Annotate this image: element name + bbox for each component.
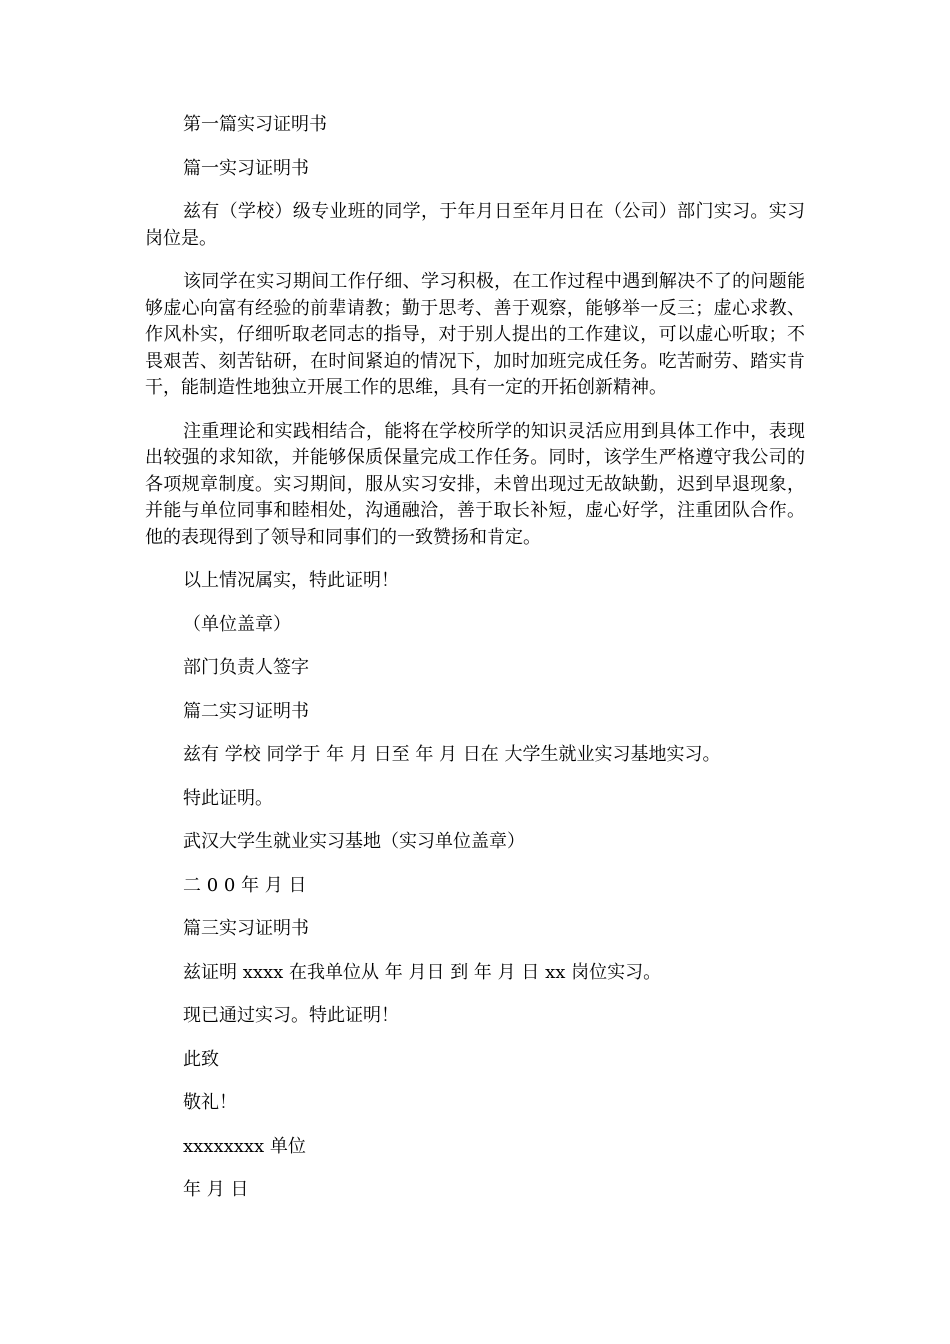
closing-line: 此致: [183, 1048, 219, 1070]
section-1-title: 篇一实习证明书: [183, 157, 309, 179]
seal-line: （单位盖章）: [183, 613, 291, 635]
signature-line: 部门负责人签字: [183, 657, 309, 678]
issuer-line: xxxxxxxx 单位: [183, 1135, 306, 1157]
section-3-title: 篇三实习证明书: [183, 918, 309, 939]
certification-line: 以上情况属实，特此证明！: [183, 570, 399, 591]
body-paragraph: 兹有 学校 同学于 年 月 日至 年 月 日在 大学生就业实习基地实习。: [183, 744, 721, 765]
section-2-title: 篇二实习证明书: [183, 700, 309, 722]
document-heading: 第一篇实习证明书: [183, 114, 327, 135]
date-line: 二 0 0 年 月 日: [183, 874, 307, 896]
document-page: [145, 112, 805, 1204]
date-line: 年 月 日: [183, 1179, 249, 1200]
body-paragraph: 兹证明 xxxx 在我单位从 年 月日 到 年 月 日 xx 岗位实习。: [183, 961, 662, 983]
body-paragraph: 注重理论和实践相结合，能将在学校所学的知识灵活应用到具体工作中，表现出较强的求知欲，并能够保质保量完成工作任务。同时，该学生严格遵守我公司的各项规章制度。实习期间，服从实习安排，未曾出现过无故缺勤，迟到早退现象，并能与单位同事和睦相处，沟通融洽，善于取长补短，虚心好学，注重团队合作。他的表现得到了领导和同事们的一致赞扬和肯定。: [145, 420, 805, 548]
body-paragraph: 兹有（学校）级专业班的同学，于年月日至年月日在（公司）部门实习。实习岗位是。: [145, 201, 805, 249]
certification-line: 现已通过实习。特此证明！: [183, 1005, 399, 1026]
body-paragraph: 该同学在实习期间工作仔细、学习积极，在工作过程中遇到解决不了的问题能够虚心向富有经验的前辈请教；勤于思考、善于观察，能够举一反三；虚心求教、作风朴实，仔细听取老同志的指导，对于别人提出的工作建议，可以虚心听取；不畏艰苦、刻苦钻研，在时间紧迫的情况下，加时加班完成任务。吃苦耐劳、踏实肯干，能制造性地独立开展工作的思维，具有一定的开拓创新精神。: [145, 271, 805, 398]
salutation-line: 敬礼！: [183, 1092, 237, 1113]
certification-line: 特此证明。: [183, 787, 273, 809]
issuer-line: 武汉大学生就业实习基地（实习单位盖章）: [183, 831, 525, 852]
